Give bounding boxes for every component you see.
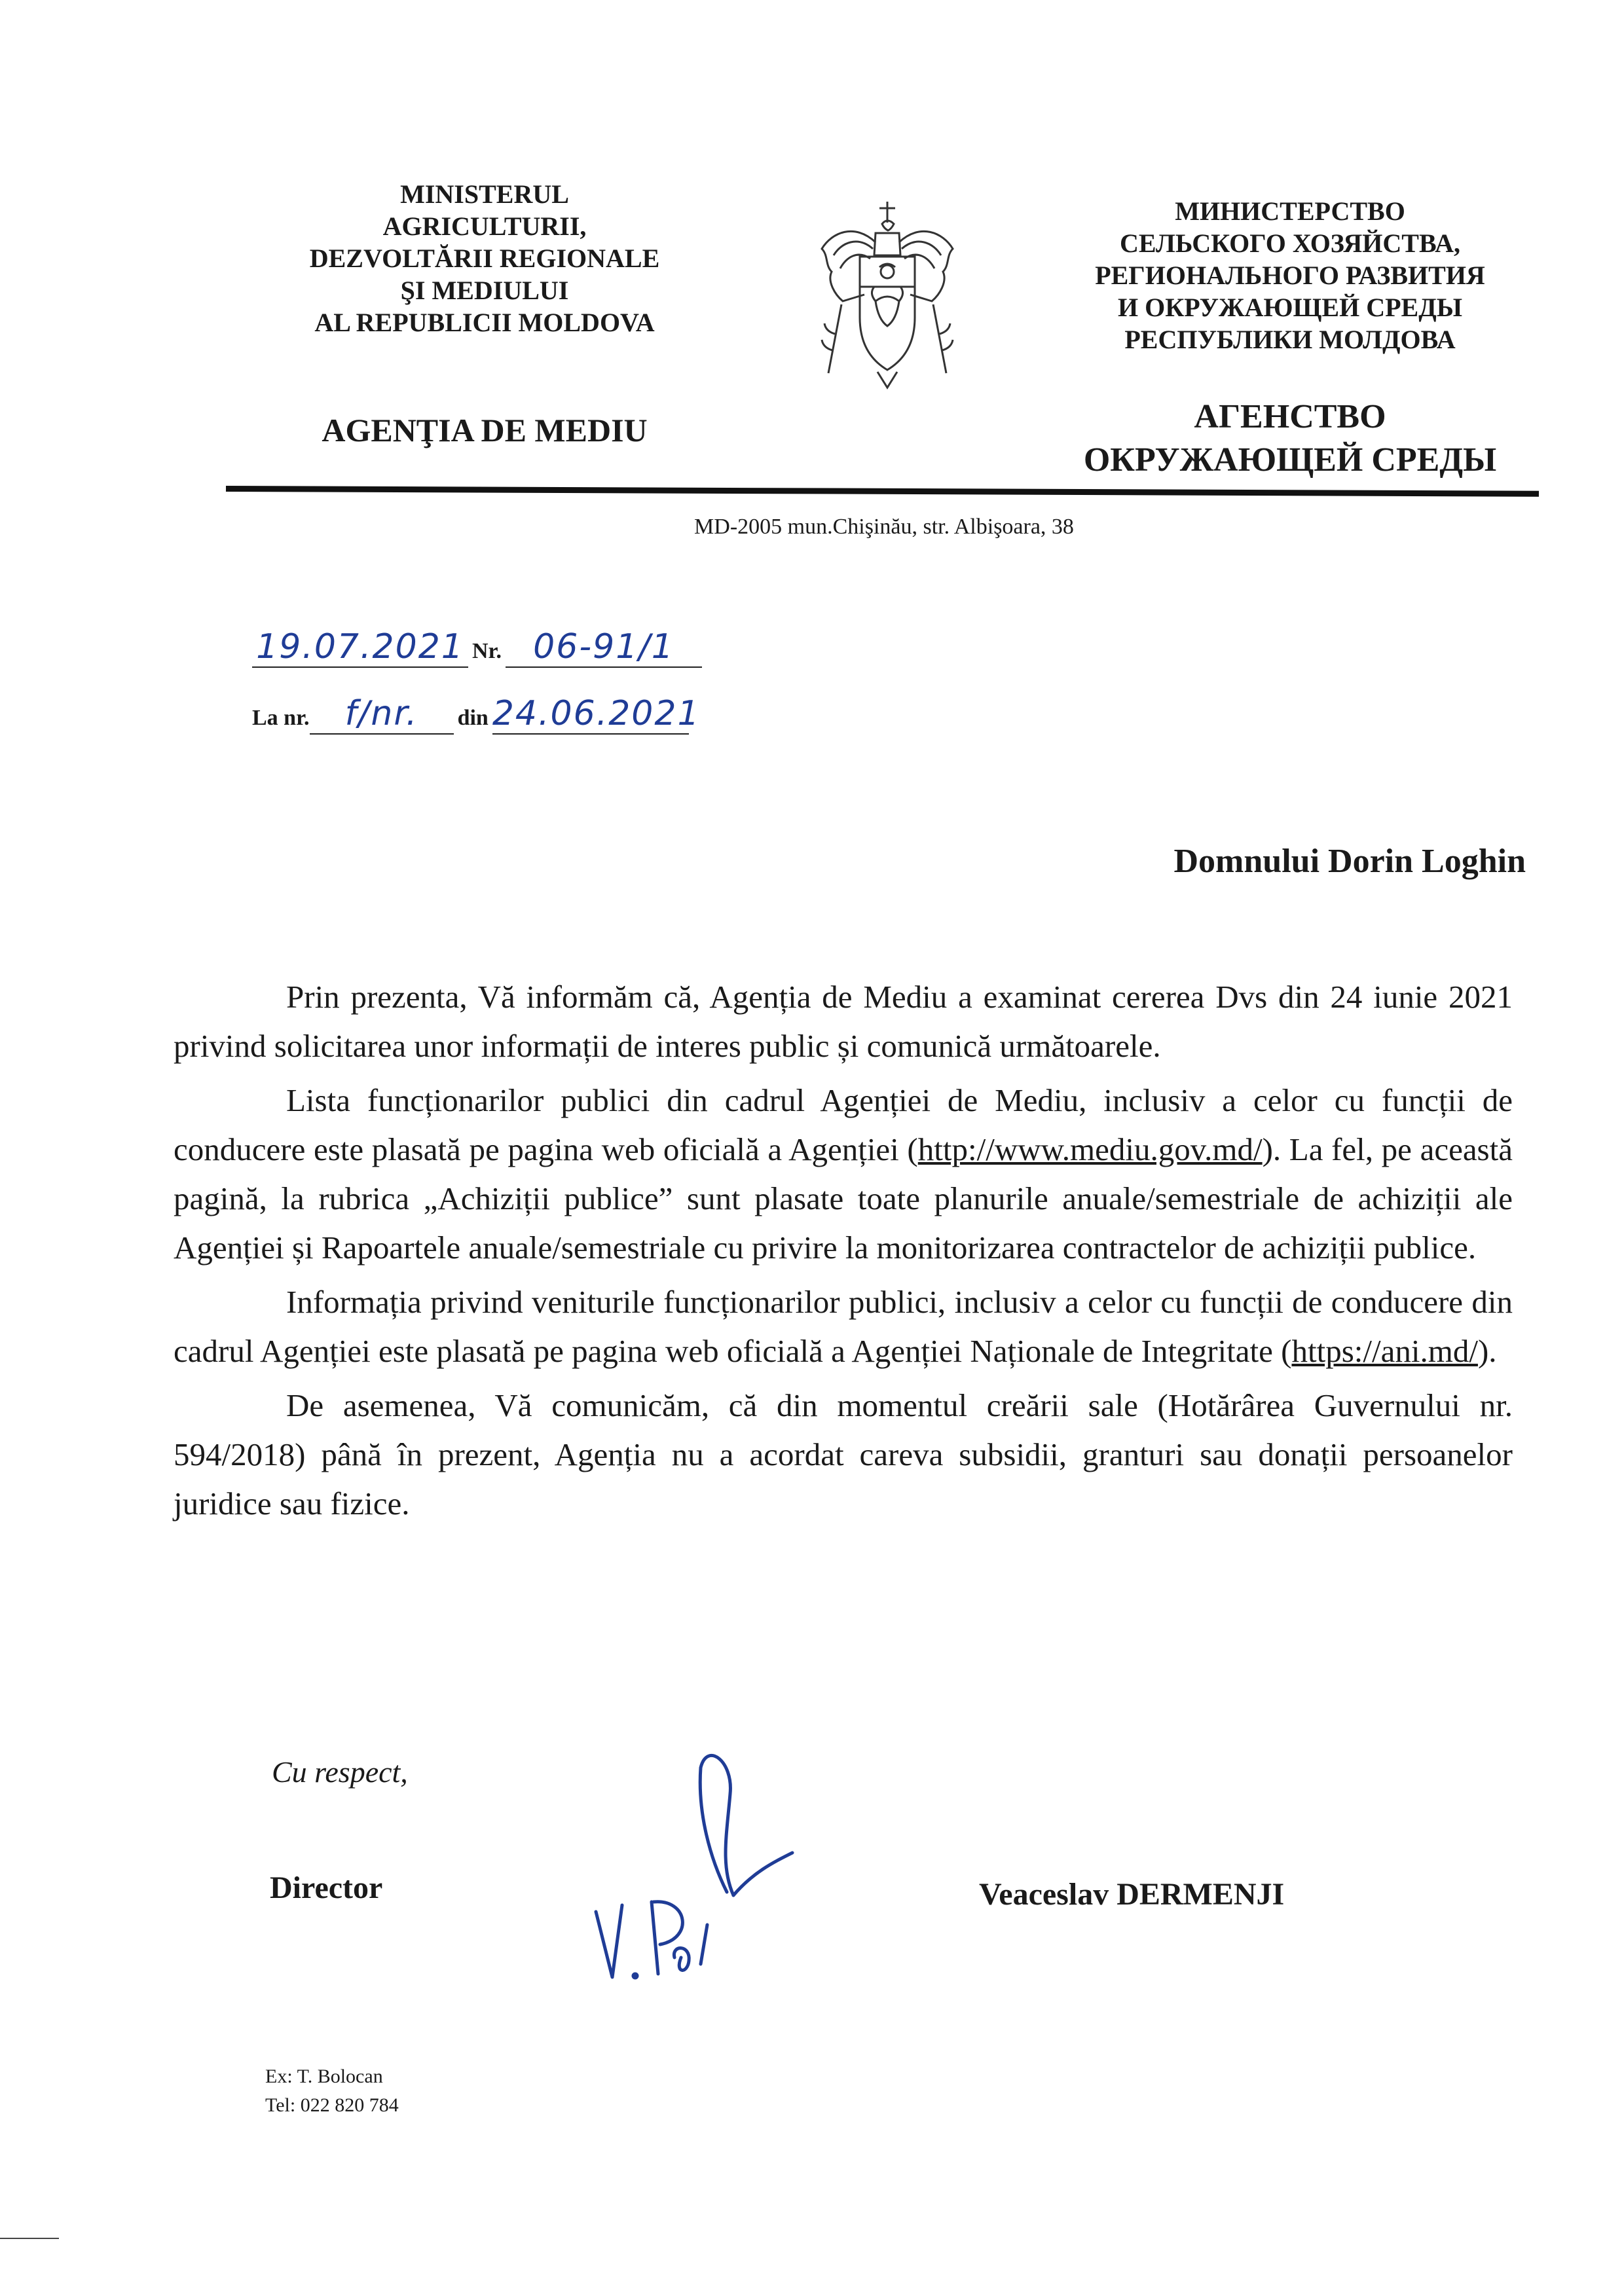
ministry-name-russian xyxy=(1041,195,1539,355)
ministry-line: AL REPUBLICII MOLDOVA xyxy=(314,308,655,337)
paragraph xyxy=(174,1076,1513,1272)
executor-info xyxy=(265,2062,399,2120)
registration-row-incoming xyxy=(252,694,701,735)
ministry-line: И ОКРУЖАЮЩЕЙ СРЕДЫ xyxy=(1117,293,1462,322)
addressee: Domnului Dorin Loghin xyxy=(1173,843,1526,880)
paragraph-text: ). xyxy=(1477,1333,1497,1369)
agency-name-romanian: AGENŢIA DE MEDIU xyxy=(322,412,648,448)
website-link[interactable]: http://www.mediu.gov.md/ xyxy=(917,1131,1263,1167)
paragraph xyxy=(174,1277,1513,1376)
signer-name: Veaceslav DERMENJI xyxy=(979,1877,1285,1912)
executor-phone: Tel: 022 820 784 xyxy=(265,2094,399,2116)
din-label: din xyxy=(457,706,489,730)
nr-label: Nr. xyxy=(472,639,502,663)
agency-name-russian xyxy=(1041,395,1539,482)
ministry-name-romanian xyxy=(282,178,688,338)
outgoing-date: 19.07.2021 xyxy=(252,627,468,668)
paragraph: De asemenea, Vă comunicăm, că din momentul creării sale (Hotărârea Guvernului nr. 594/2018) până în prezent, Agenția nu a acordat careva subsidii, granturi sau donații persoanelor juridice sau fizice. xyxy=(174,1387,1513,1522)
incoming-number: f/nr. xyxy=(310,694,454,735)
scan-mark xyxy=(0,2238,59,2239)
incoming-date: 24.06.2021 xyxy=(492,694,701,733)
ministry-line: МИНИСТЕРСТВО xyxy=(1175,196,1405,226)
ministry-line: AGRICULTURII, xyxy=(382,211,587,241)
ministry-line: ŞI MEDIULUI xyxy=(400,276,569,305)
ani-link[interactable]: https://ani.md/ xyxy=(1291,1333,1478,1369)
registration-row-outgoing xyxy=(252,627,702,668)
header-divider xyxy=(226,486,1539,497)
handwritten-signature xyxy=(576,1748,851,2010)
la-nr-label: La nr. xyxy=(252,706,310,730)
signer-title: Director xyxy=(270,1870,383,1905)
ministry-line: DEZVOLTĂRII REGIONALE xyxy=(309,244,660,273)
paragraph-text: Lista funcționarilor publici din cadrul Agenției de Mediu, inclusiv a celor cu funcții de conducere este plasată pe pagina web oficială a Agenției ( xyxy=(174,1082,1513,1167)
ministry-line: СЕЛЬСКОГО ХОЗЯЙСТВА, xyxy=(1119,228,1461,258)
outgoing-number: 06-91/1 xyxy=(506,627,702,668)
paragraph: Prin prezenta, Vă informăm că, Agenția de Mediu a examinat cererea Dvs din 24 iunie 2021 privind solicitarea unor informații de interes public și comunică următoarele. xyxy=(174,979,1513,1064)
closing: Cu respect, xyxy=(272,1755,408,1789)
letter-body xyxy=(174,972,1513,1533)
paragraph-text: ). La fel, pe această pagină, la rubrica „Achiziții publice” sunt plasate toate planurile anuale/semestriale de achiziții ale Agenției și Rapoartele anuale/semestriale cu privire la monitorizarea contractelor de achiziții publice. xyxy=(174,1131,1513,1266)
agency-name-line: ОКРУЖАЮЩЕЙ СРЕДЫ xyxy=(1083,441,1497,479)
paragraph-text: Informația privind veniturile funcționarilor publici, inclusiv a celor cu funcții de conducere din cadrul Agenției este plasată pe pagina web oficială a Agenției Naționale de Integritate ( xyxy=(174,1284,1513,1369)
agency-address: MD-2005 mun.Chişinău, str. Albişoara, 38 xyxy=(694,515,1074,539)
ministry-line: РЕГИОНАЛЬНОГО РАЗВИТИЯ xyxy=(1095,261,1485,290)
moldova-coat-of-arms-icon xyxy=(802,196,972,393)
ministry-line: MINISTERUL xyxy=(400,179,569,209)
agency-name-line: АГЕНСТВО xyxy=(1194,398,1386,435)
executor-name: Ex: T. Bolocan xyxy=(265,2066,383,2087)
ministry-line: РЕСПУБЛИКИ МОЛДОВА xyxy=(1124,325,1456,354)
